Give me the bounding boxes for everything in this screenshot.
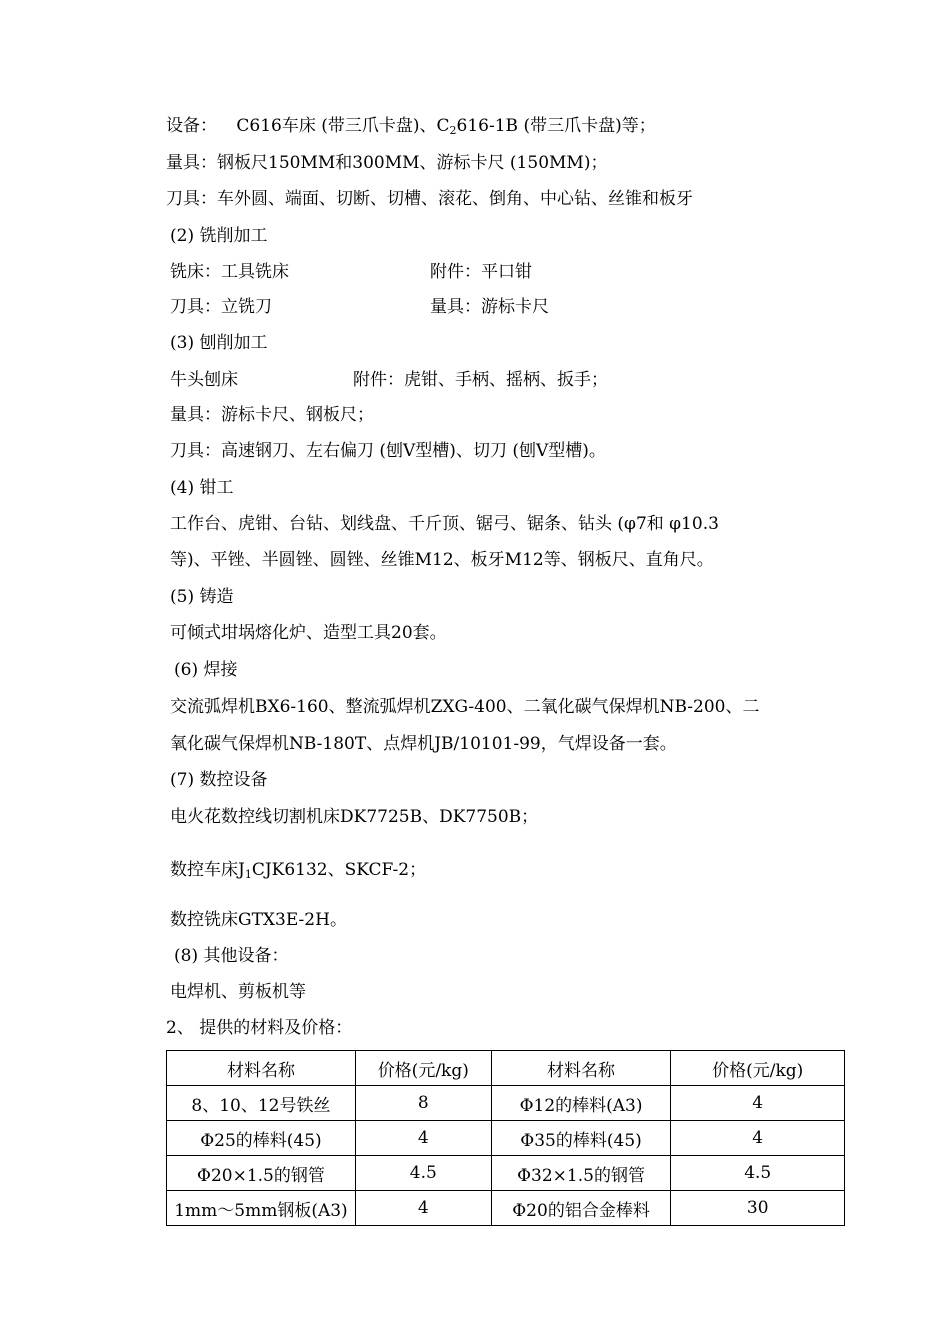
table-row [167,1086,845,1121]
cnc-mill: 数控铣床GTX3E-2H。 [170,910,347,930]
material-name-cell: 8、10、12号铁丝 [167,1086,356,1121]
price-cell: 4.5 [355,1156,491,1191]
other-heading: (8) 其他设备： [174,946,289,966]
material-name-cell: Φ20的铝合金棒料 [491,1191,671,1226]
cnc-lathe-subscript: 1 [244,868,252,881]
material-name-cell: 1mm～5mm钢板(A3) [167,1191,356,1226]
header-cell: 价格(元/kg) [671,1051,845,1086]
price-cell: 4 [355,1191,491,1226]
turning-device-line [166,115,656,137]
turning-tools: 刀具：车外圆、端面、切断、切槽、滚花、倒角、中心钻、丝锥和板牙 [166,189,693,209]
turning-device-text-b: 616-1B (带三爪卡盘)等； [456,116,656,136]
milling-accessory: 附件：平口钳 [430,262,532,282]
fitter-line-2: 等)、平锉、半圆锉、圆锉、丝锥M12、板牙M12等、钢板尺、直角尺。 [170,550,714,570]
header-cell: 材料名称 [491,1051,671,1086]
fitter-line-1: 工作台、虎钳、台钻、划线盘、千斤顶、锯弓、锯条、钻头 (φ7和 φ10.3 [170,514,719,534]
other-line: 电焊机、剪板机等 [170,982,306,1002]
header-cell: 材料名称 [167,1051,356,1086]
cnc-heading: (7) 数控设备 [170,770,268,790]
cnc-lathe-line [170,859,426,881]
table-row [167,1121,845,1156]
milling-gauge: 量具：游标卡尺 [430,297,549,317]
planing-gauge: 量具：游标卡尺、钢板尺； [170,405,374,425]
welding-line-1: 交流弧焊机BX6-160、整流弧焊机ZXG-400、二氧化碳气保焊机NB-200、二 [170,697,760,717]
welding-heading: (6) 焊接 [174,660,238,680]
table-row [167,1156,845,1191]
cnc-lathe-text-a: 数控车床J [170,860,245,880]
welding-line-2: 氧化碳气保焊机NB-180T、点焊机JB/10101-99，气焊设备一套。 [170,734,677,754]
price-cell: 4 [671,1121,845,1156]
price-cell: 4 [355,1121,491,1156]
cnc-lathe-text-b: CJK6132、SKCF-2； [251,860,427,880]
table-header-row [167,1051,845,1086]
planing-heading: (3) 刨削加工 [170,333,268,353]
milling-machine: 铣床：工具铣床 [170,262,289,282]
casting-heading: (5) 铸造 [170,587,234,607]
turning-gauge: 量具：钢板尺150MM和300MM、游标卡尺 (150MM)； [166,153,608,173]
material-name-cell: Φ20×1.5的钢管 [167,1156,356,1191]
price-cell: 4 [671,1086,845,1121]
planing-accessory: 附件：虎钳、手柄、摇柄、扳手； [353,370,608,390]
turning-device-subscript: 2 [449,124,457,137]
price-cell: 4.5 [671,1156,845,1191]
material-name-cell: Φ32×1.5的钢管 [491,1156,671,1191]
milling-tools: 刀具：立铣刀 [170,297,272,317]
material-name-cell: Φ12的棒料(A3) [491,1086,671,1121]
header-cell: 价格(元/kg) [355,1051,491,1086]
table-row [167,1191,845,1226]
milling-heading: (2) 铣削加工 [170,226,268,246]
price-cell: 30 [671,1191,845,1226]
casting-line: 可倾式坩埚熔化炉、造型工具20套。 [170,623,447,643]
price-cell: 8 [355,1086,491,1121]
planing-machine: 牛头刨床 [170,370,238,390]
turning-device-label: 设备： [166,116,217,136]
materials-price-table [166,1050,845,1226]
turning-device-text-a: C616车床 (带三爪卡盘)、C [236,116,450,136]
fitter-heading: (4) 钳工 [170,478,234,498]
material-name-cell: Φ25的棒料(45) [167,1121,356,1156]
materials-heading: 2、 提供的材料及价格： [166,1018,353,1038]
material-name-cell: Φ35的棒料(45) [491,1121,671,1156]
cnc-edm: 电火花数控线切割机床DK7725B、DK7750B； [170,807,539,827]
planing-tools: 刀具：高速钢刀、左右偏刀 (刨V型槽)、切刀 (刨V型槽)。 [170,441,606,461]
